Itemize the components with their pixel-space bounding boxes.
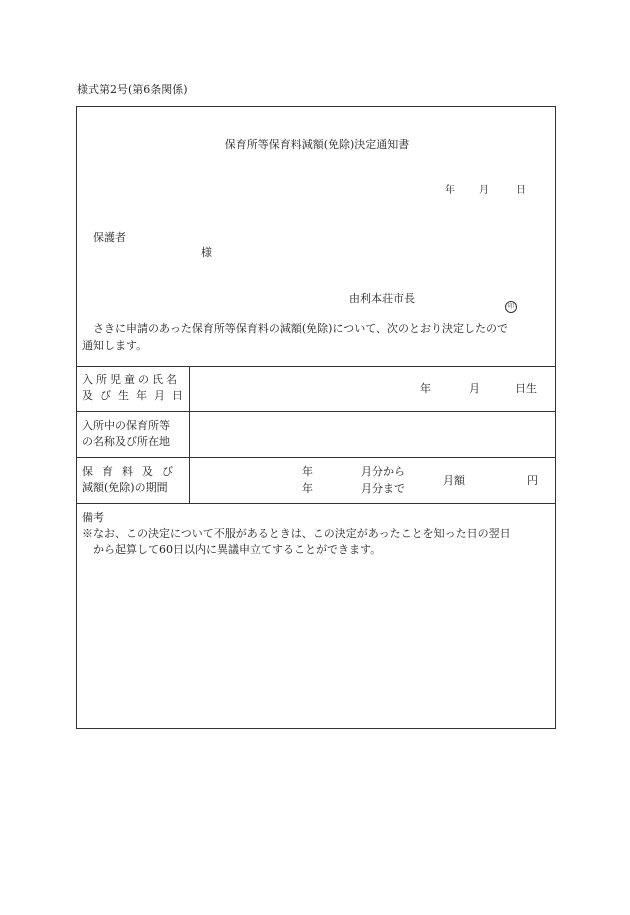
row3-yen-label: 円 [527, 474, 538, 487]
remarks-line-2: から起算して60日以内に異議申立てすることができます。 [93, 543, 382, 556]
form-title: 保育所等保育料減額(免除)決定通知書 [224, 138, 410, 151]
row3-to-year: 年 [302, 482, 313, 495]
row1-month-label: 月 [469, 382, 480, 395]
body-text-line-1: さきに申請のあった保育所等保育料の減額(免除)について、次のとおり決定したので [93, 322, 509, 335]
row1-birth-label: 日生 [515, 382, 537, 395]
row1-label-line-2: 及び生年月日 [82, 389, 190, 402]
notice-form-frame [76, 106, 556, 729]
row1-year-label: 年 [420, 382, 431, 395]
seal-text: 印 [505, 301, 517, 313]
row3-monthly-amount-label: 月額 [443, 474, 465, 487]
row3-to-month: 月分まで [361, 482, 405, 495]
form-number-label: 様式第2号(第6条関係) [77, 83, 188, 96]
row3-label-line-1: 保育料及び [82, 465, 182, 478]
issuer-mayor: 由利本荘市長 [349, 292, 415, 305]
table-bottom-border [77, 503, 555, 504]
row3-from-month: 月分から [361, 465, 405, 478]
remarks-line-1: ※なお、この決定について不服があるときは、この決定があったことを知った日の翌日 [82, 527, 511, 540]
date-year-label: 年 [445, 185, 455, 196]
row3-label-line-2: 減額(免除)の期間 [82, 481, 168, 494]
row2-label-line-1: 入所中の保育所等 [82, 419, 170, 432]
row1-label-line-1: 入所児童の氏名 [82, 373, 180, 386]
date-month-label: 月 [479, 185, 489, 196]
table-top-border [77, 366, 555, 367]
table-column-divider [189, 366, 190, 503]
table-row-divider-1 [77, 411, 555, 412]
table-row-divider-2 [77, 457, 555, 458]
row2-label-line-2: の名称及び所在地 [82, 435, 170, 448]
honorific-sama: 様 [201, 246, 212, 259]
date-day-label: 日 [516, 185, 526, 196]
seal-mark-icon [505, 293, 517, 313]
remarks-heading: 備考 [82, 511, 104, 524]
row3-from-year: 年 [302, 465, 313, 478]
guardian-label: 保護者 [93, 231, 126, 244]
body-text-line-2: 通知します。 [82, 339, 148, 352]
